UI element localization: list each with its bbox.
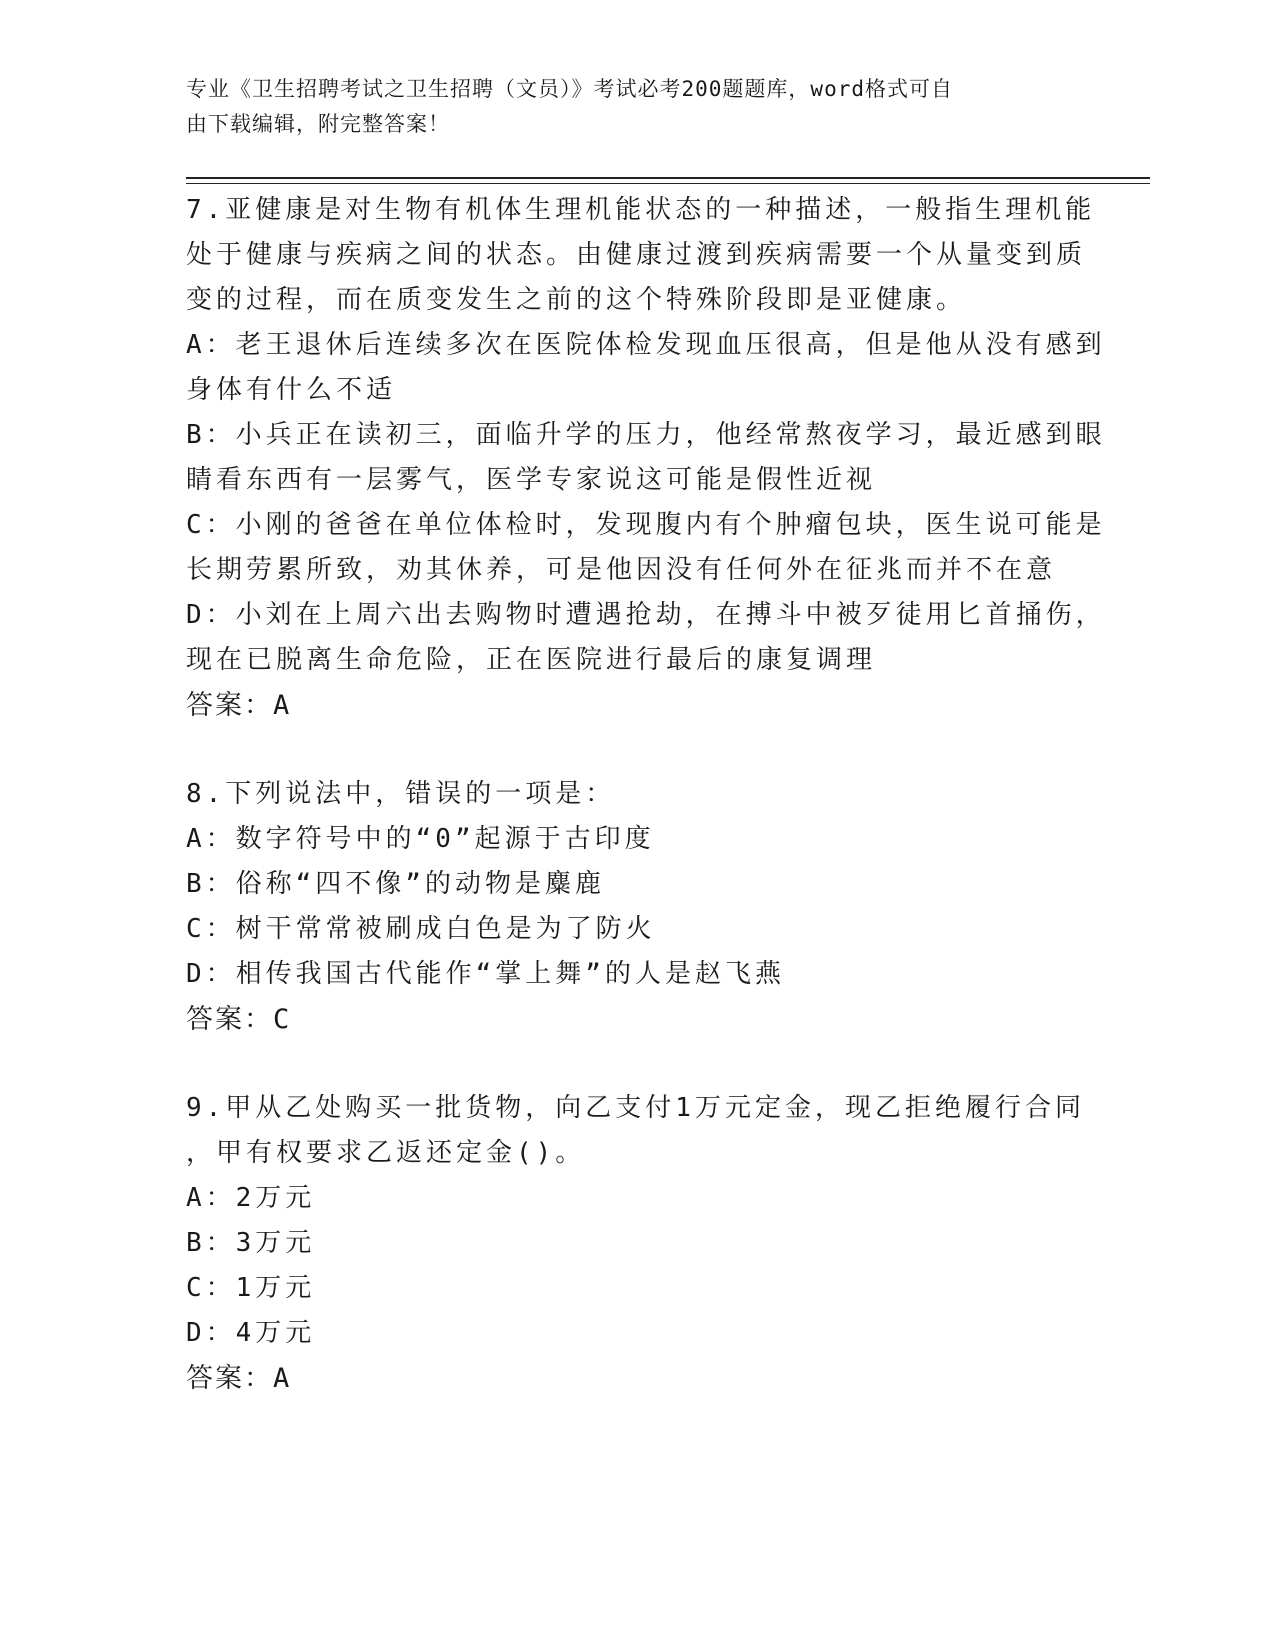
question-stem-line: 处于健康与疾病之间的状态。由健康过渡到疾病需要一个从量变到质 — [186, 240, 1087, 270]
header-line: 专业《卫生招聘考试之卫生招聘（文员）》考试必考200题题库，word格式可自 — [186, 77, 953, 101]
question-stem-line: ，甲有权要求乙返还定金()。 — [186, 1138, 586, 1168]
answer-line: 答案：C — [186, 1004, 292, 1035]
question-7 — [186, 188, 1106, 728]
option-line: C：1万元 — [186, 1273, 316, 1303]
question-9 — [186, 1086, 1085, 1401]
option-line: C：小刚的爸爸在单位体检时，发现腹内有个肿瘤包块，医生说可能是 — [186, 510, 1106, 540]
option-line: C：树干常常被刷成白色是为了防火 — [186, 914, 656, 944]
question-8 — [186, 772, 1066, 1042]
answer-line: 答案：A — [186, 1363, 292, 1394]
header-line: 由下载编辑，附完整答案！ — [186, 112, 450, 136]
option-line: 长期劳累所致，劝其休养，可是他因没有任何外在征兆而并不在意 — [186, 555, 1057, 585]
option-line: 睛看东西有一层雾气，医学专家说这可能是假性近视 — [186, 465, 877, 495]
option-line: D：相传我国古代能作“掌上舞”的人是赵飞燕 — [186, 959, 785, 989]
option-line: 现在已脱离生命危险，正在医院进行最后的康复调理 — [186, 645, 877, 675]
option-line: 身体有什么不适 — [186, 375, 397, 405]
question-list — [186, 188, 1106, 1445]
option-line: B：小兵正在读初三，面临升学的压力，他经常熬夜学习，最近感到眼 — [186, 420, 1106, 450]
document-header — [186, 72, 1066, 142]
option-line: A：2万元 — [186, 1183, 316, 1213]
option-line: A：数字符号中的“0”起源于古印度 — [186, 824, 655, 854]
option-line: B：3万元 — [186, 1228, 316, 1258]
question-stem-line: 9.甲从乙处购买一批货物，向乙支付1万元定金，现乙拒绝履行合同 — [186, 1093, 1085, 1123]
header-divider-thick — [186, 177, 1150, 179]
question-stem-line: 8.下列说法中，错误的一项是： — [186, 779, 616, 809]
option-line: D：4万元 — [186, 1318, 316, 1348]
answer-line: 答案：A — [186, 690, 292, 721]
header-divider-thin — [186, 183, 1150, 184]
question-stem-line: 7.亚健康是对生物有机体生理机能状态的一种描述，一般指生理机能 — [186, 195, 1096, 225]
option-line: D：小刘在上周六出去购物时遭遇抢劫，在搏斗中被歹徒用匕首捅伤， — [186, 600, 1106, 630]
question-stem-line: 变的过程，而在质变发生之前的这个特殊阶段即是亚健康。 — [186, 285, 967, 315]
option-line: A：老王退休后连续多次在医院体检发现血压很高，但是他从没有感到 — [186, 330, 1106, 360]
option-line: B：俗称“四不像”的动物是麋鹿 — [186, 869, 605, 899]
